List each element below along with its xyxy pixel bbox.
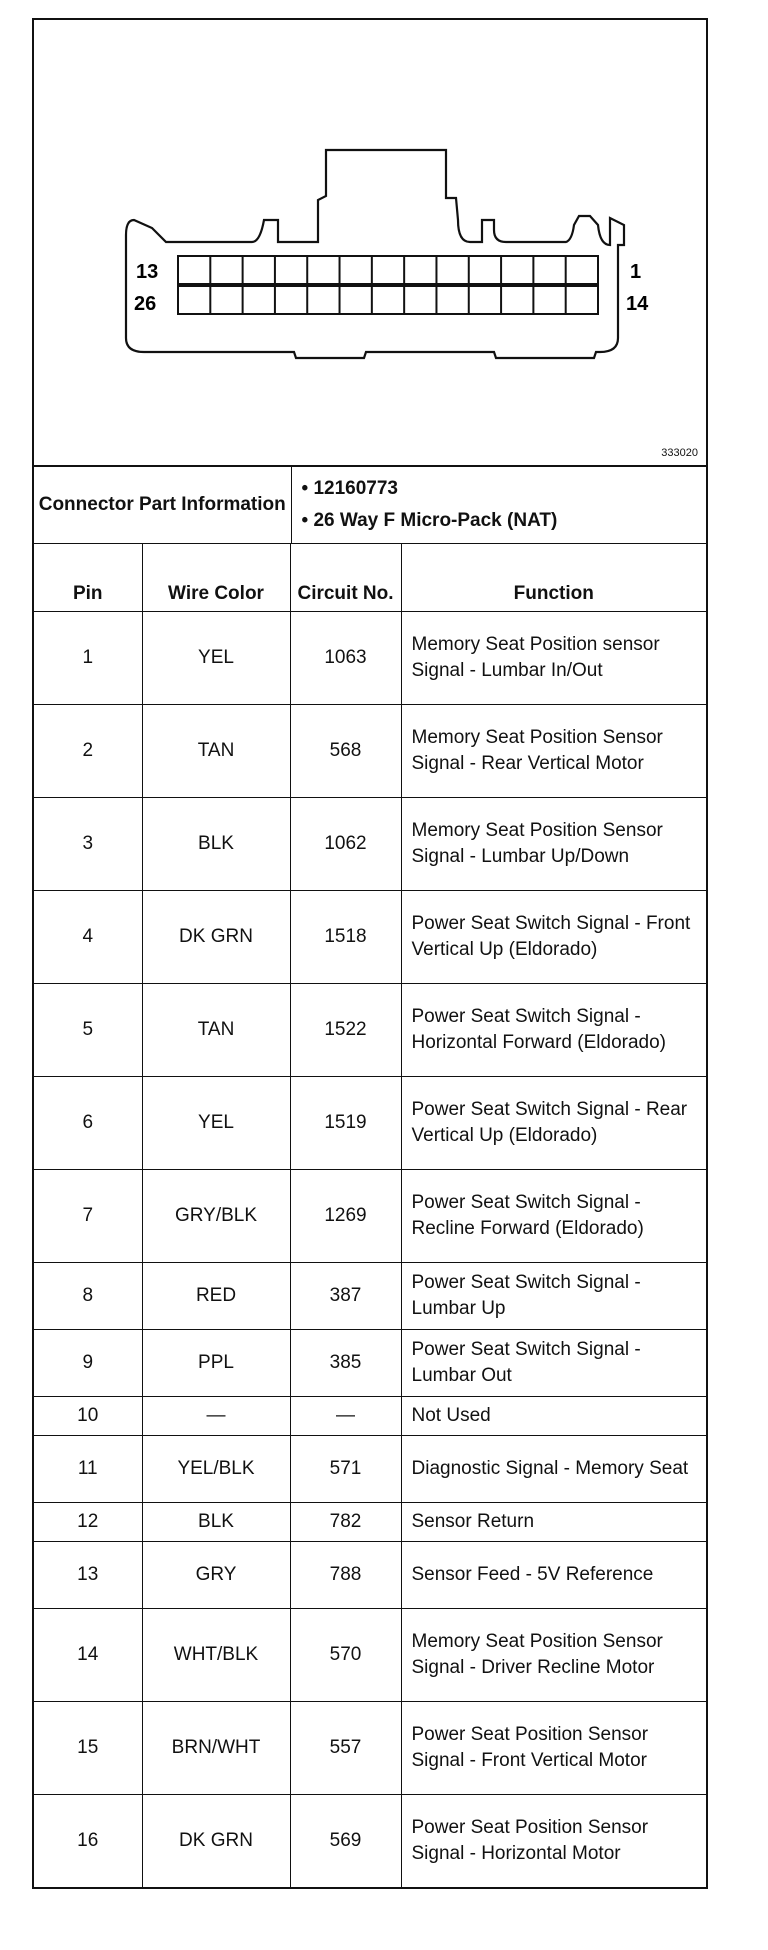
part-number: • 12160773 [302,473,706,505]
header-wire-color: Wire Color [142,544,290,612]
pin-cell: 7 [34,1170,142,1263]
header-circuit-no: Circuit No. [290,544,401,612]
wire-color-cell: WHT/BLK [142,1609,290,1702]
table-row [34,984,706,1077]
pin-label-26: 26 [134,293,157,315]
circuit-cell: 1518 [290,891,401,984]
pin-cell: 14 [34,1609,142,1702]
wire-color-cell: TAN [142,984,290,1077]
table-row [34,1609,706,1702]
circuit-cell: 571 [290,1436,401,1503]
table-row [34,1077,706,1170]
wire-color-cell: YEL/BLK [142,1436,290,1503]
function-cell: Not Used [401,1397,706,1436]
function-cell: Power Seat Switch Signal - Recline Forward (Eldorado) [401,1170,706,1263]
table-row [34,1436,706,1503]
connector-part-info-label: Connector Part Information [34,467,291,543]
function-cell: Diagnostic Signal - Memory Seat [401,1436,706,1503]
wire-color-cell: DK GRN [142,891,290,984]
pin-cell: 2 [34,705,142,798]
pin-cell: 12 [34,1503,142,1542]
function-cell: Memory Seat Position Sensor Signal - Rear Vertical Motor [401,705,706,798]
pin-cell: 4 [34,891,142,984]
wire-color-cell: TAN [142,705,290,798]
circuit-cell: 385 [290,1330,401,1397]
connector-description: • 26 Way F Micro-Pack (NAT) [302,505,706,537]
pin-label-14: 14 [626,293,649,315]
circuit-cell: 569 [290,1795,401,1888]
table-row [34,705,706,798]
function-cell: Power Seat Switch Signal - Rear Vertical Up (Eldorado) [401,1077,706,1170]
circuit-cell: 1062 [290,798,401,891]
connector-info-table [34,467,706,543]
circuit-cell: 1269 [290,1170,401,1263]
pin-cell: 8 [34,1263,142,1330]
header-pin: Pin [34,544,142,612]
pin-cell: 5 [34,984,142,1077]
pin-cell: 3 [34,798,142,891]
wire-color-cell: GRY [142,1542,290,1609]
function-cell: Memory Seat Position Sensor Signal - Lumbar Up/Down [401,798,706,891]
pin-cell: 15 [34,1702,142,1795]
function-cell: Power Seat Switch Signal - Lumbar Up [401,1263,706,1330]
table-row [34,1702,706,1795]
circuit-cell: 387 [290,1263,401,1330]
circuit-cell: 570 [290,1609,401,1702]
table-row [34,1397,706,1436]
figure-id: 333020 [661,447,698,459]
circuit-cell: 782 [290,1503,401,1542]
function-cell: Memory Seat Position sensor Signal - Lumbar In/Out [401,612,706,705]
header-function: Function [401,544,706,612]
table-row [34,1503,706,1542]
connector-diagram [34,20,706,467]
function-cell: Power Seat Position Sensor Signal - Front Vertical Motor [401,1702,706,1795]
table-row [34,1330,706,1397]
pin-cavity-row-bottom [178,286,598,314]
table-row [34,612,706,705]
function-cell: Memory Seat Position Sensor Signal - Driver Recline Motor [401,1609,706,1702]
pin-cell: 6 [34,1077,142,1170]
wire-color-cell: DK GRN [142,1795,290,1888]
pin-table-header [34,544,706,612]
function-cell: Sensor Feed - 5V Reference [401,1542,706,1609]
function-cell: Power Seat Switch Signal - Lumbar Out [401,1330,706,1397]
pin-cell: 9 [34,1330,142,1397]
table-row [34,798,706,891]
circuit-cell: 788 [290,1542,401,1609]
function-cell: Sensor Return [401,1503,706,1542]
connector-part-info-values [291,467,706,543]
connector-outline-drawing [34,20,706,465]
circuit-cell: — [290,1397,401,1436]
table-row [34,1170,706,1263]
connector-body-outline [126,150,624,358]
wire-color-cell: BLK [142,1503,290,1542]
wire-color-cell: YEL [142,1077,290,1170]
wire-color-cell: RED [142,1263,290,1330]
function-cell: Power Seat Switch Signal - Horizontal Forward (Eldorado) [401,984,706,1077]
wire-color-cell: GRY/BLK [142,1170,290,1263]
pin-cavity-row-top [178,256,598,284]
wire-color-cell: YEL [142,612,290,705]
function-cell: Power Seat Position Sensor Signal - Horizontal Motor [401,1795,706,1888]
table-row [34,1795,706,1888]
pin-label-13: 13 [136,261,159,283]
pin-cell: 10 [34,1397,142,1436]
table-row [34,1542,706,1609]
pin-cell: 13 [34,1542,142,1609]
pin-cell: 16 [34,1795,142,1888]
circuit-cell: 1519 [290,1077,401,1170]
circuit-cell: 557 [290,1702,401,1795]
table-row [34,1263,706,1330]
pin-table [34,543,706,1887]
circuit-cell: 1522 [290,984,401,1077]
pin-label-1: 1 [630,261,642,283]
wire-color-cell: PPL [142,1330,290,1397]
table-row [34,891,706,984]
circuit-cell: 568 [290,705,401,798]
circuit-cell: 1063 [290,612,401,705]
function-cell: Power Seat Switch Signal - Front Vertical Up (Eldorado) [401,891,706,984]
connector-sheet [32,18,708,1889]
pin-cell: 11 [34,1436,142,1503]
wire-color-cell: BLK [142,798,290,891]
pin-cell: 1 [34,612,142,705]
wire-color-cell: BRN/WHT [142,1702,290,1795]
wire-color-cell: — [142,1397,290,1436]
